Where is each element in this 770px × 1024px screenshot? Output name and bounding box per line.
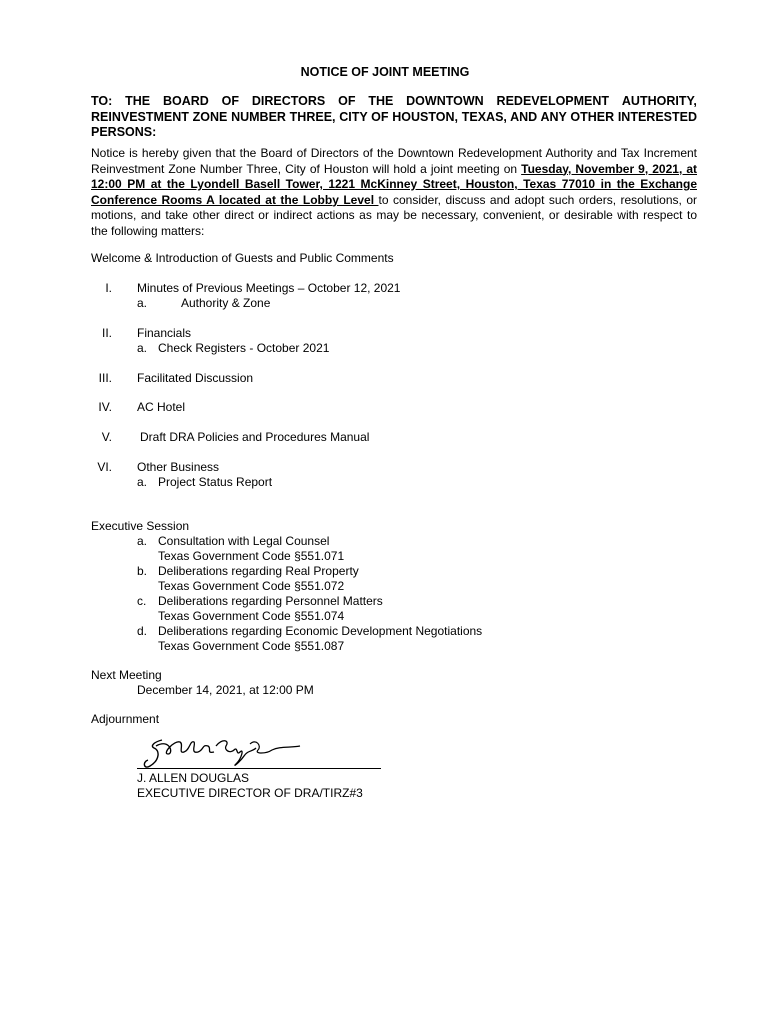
notice-paragraph — [91, 146, 697, 239]
sub-item: Authority & Zone — [181, 296, 271, 310]
agenda-item-policies: Draft DRA Policies and Procedures Manual — [140, 430, 370, 444]
addressee-line-1 — [91, 94, 697, 110]
to-label: TO: — [91, 94, 113, 108]
agenda-item-financials: Financials — [137, 326, 192, 340]
next-meeting-heading: Next Meeting — [91, 668, 162, 682]
agenda-number: I. — [105, 281, 112, 295]
notice-outro: to consider, discuss and adopt such orders, resolutions, or motions, and take other direct or indirect actions as may be necessary, convenient, or desirable with respect to the following matters: — [91, 192, 697, 238]
exec-code: Texas Government Code §551.071 — [158, 549, 345, 563]
exec-letter: c. — [137, 594, 147, 608]
addressee-word: THE — [368, 94, 394, 108]
exec-letter: a. — [137, 534, 148, 548]
exec-letter: b. — [137, 564, 148, 578]
agenda-item-other-business: Other Business — [137, 460, 220, 474]
agenda-number: IV. — [98, 400, 112, 414]
signer-title: EXECUTIVE DIRECTOR OF DRA/TIRZ#3 — [137, 786, 363, 800]
agenda-number: VI. — [97, 460, 112, 474]
exec-item: Deliberations regarding Personnel Matters — [158, 594, 383, 608]
notice-intro: Notice is hereby given that the Board of Directors of the Downtown Redevelopment Authority and Tax Increment Reinvestment Zone Number Three, City of Houston will hold a joint meeting on — [91, 146, 697, 176]
exec-letter: d. — [137, 624, 148, 638]
agenda-item-minutes: Minutes of Previous Meetings – October 12, 2021 — [137, 281, 401, 295]
agenda-number: V. — [101, 430, 112, 444]
meeting-details: Tuesday, November 9, 2021, at 12:00 PM at the Lyondell Basell Tower, 1221 McKinney Street, Houston, Texas 77010 in the Exchange Conference Rooms A located at the Lobby Level — [91, 161, 698, 207]
sub-letter: a. — [137, 296, 148, 310]
addressee-block — [91, 94, 697, 141]
addressee-word: OF — [221, 94, 240, 108]
adjournment: Adjournment — [91, 712, 160, 726]
exec-code: Texas Government Code §551.087 — [158, 639, 345, 653]
addressee-word: THE — [125, 94, 151, 108]
agenda-number: II. — [101, 326, 112, 340]
exec-code: Texas Government Code §551.072 — [158, 579, 345, 593]
document-title: NOTICE OF JOINT MEETING — [300, 65, 470, 79]
exec-item: Deliberations regarding Real Property — [158, 564, 359, 578]
signature-line — [137, 768, 381, 769]
executive-session-heading: Executive Session — [91, 519, 190, 533]
addressee-word: DOWNTOWN — [406, 94, 484, 108]
sub-letter: a. — [137, 475, 148, 489]
sub-item: Project Status Report — [158, 475, 273, 489]
agenda-number: III. — [98, 371, 112, 385]
addressee-word: DIRECTORS — [251, 94, 326, 108]
addressee-word: AUTHORITY, — [621, 94, 697, 108]
addressee-rest: REINVESTMENT ZONE NUMBER THREE, CITY OF HOUSTON, TEXAS, AND ANY OTHER INTERESTED PERSONS: — [91, 109, 697, 139]
exec-code: Texas Government Code §551.074 — [158, 609, 345, 623]
welcome-item: Welcome & Introduction of Guests and Public Comments — [91, 251, 394, 265]
exec-item: Consultation with Legal Counsel — [158, 534, 330, 548]
agenda-item-discussion: Facilitated Discussion — [137, 371, 254, 385]
signer-name: J. ALLEN DOUGLAS — [137, 771, 250, 785]
addressee-word: OF — [338, 94, 356, 108]
next-meeting-date: December 14, 2021, at 12:00 PM — [137, 683, 314, 697]
exec-item: Deliberations regarding Economic Development Negotiations — [158, 624, 483, 638]
sub-letter: a. — [137, 341, 148, 355]
sub-item: Check Registers - October 2021 — [158, 341, 330, 355]
addressee-word: BOARD — [162, 94, 209, 108]
agenda-item-ac-hotel: AC Hotel — [137, 400, 186, 414]
addressee-word: REDEVELOPMENT — [496, 94, 610, 108]
